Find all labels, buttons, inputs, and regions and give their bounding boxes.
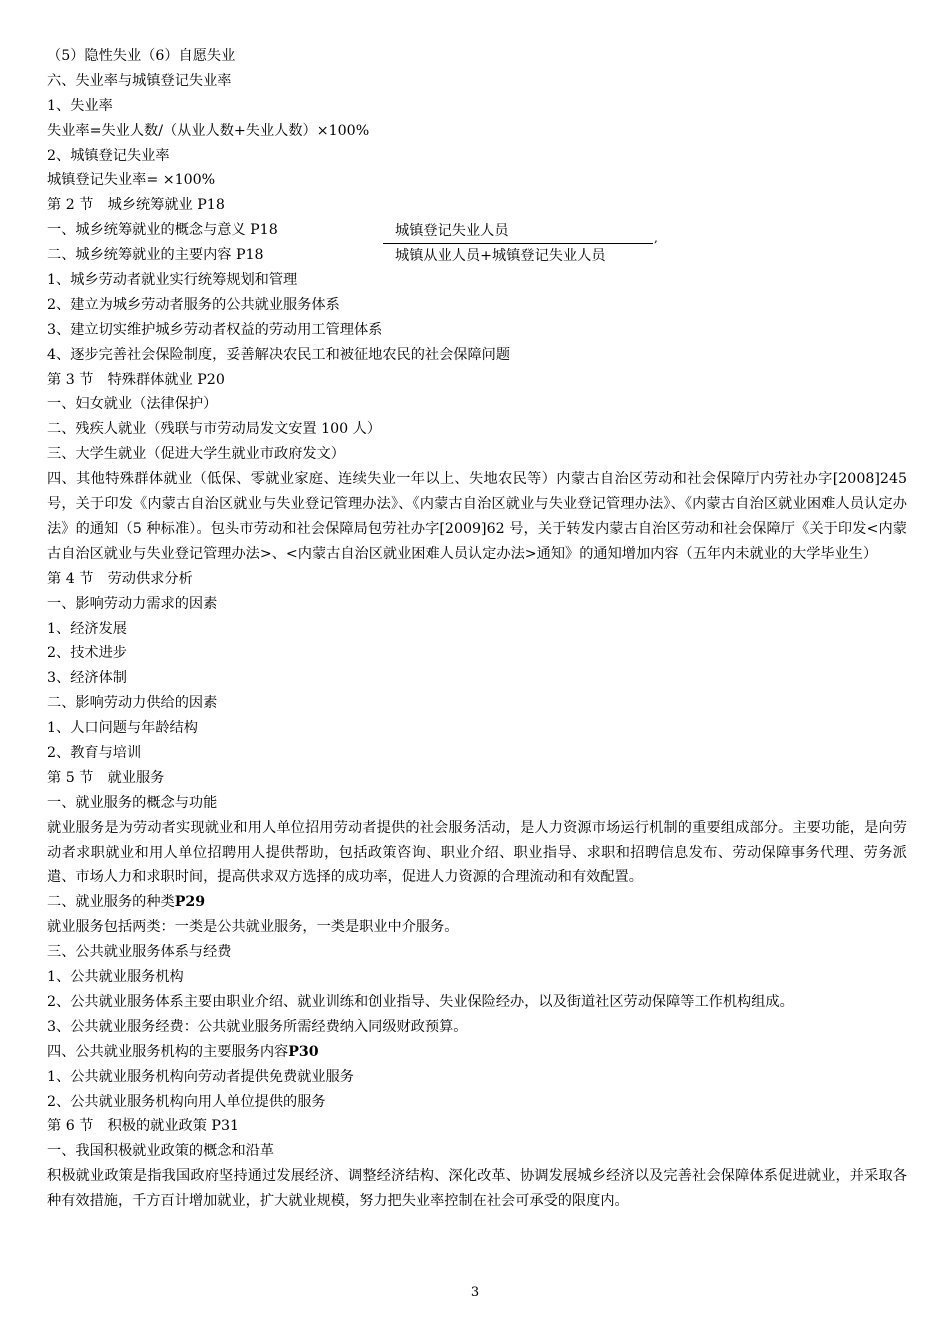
text-line: 3、公共就业服务经费：公共就业服务所需经费纳入同级财政预算。 [47,1018,468,1035]
text-line: 1、人口问题与年龄结构 [47,720,198,737]
heading-text: 四、公共就业服务机构的主要服务内容 [47,1043,289,1060]
section-heading: 一、影响劳动力需求的因素 [47,595,218,612]
section-heading: 一、我国积极就业政策的概念和沿革 [47,1143,275,1160]
section-heading: 三、公共就业服务体系与经费 [47,944,232,961]
text-line: （5）隐性失业（6）自愿失业 [47,48,236,64]
text-line: 2、建立为城乡劳动者服务的公共就业服务体系 [47,296,340,313]
text-line: 4、逐步完善社会保险制度，妥善解决农民工和被征地农民的社会保障问题 [47,346,511,363]
page-number: 3 [470,1285,480,1300]
page-ref: P30 [288,1043,319,1060]
text-line: 2、技术进步 [47,645,127,662]
section-heading: 一、妇女就业（法律保护） [47,396,218,413]
section-heading: 二、城乡统筹就业的主要内容 P18 [47,247,264,264]
text-line: 2、公共就业服务机构向用人单位提供的服务 [47,1093,326,1110]
paragraph-active-policy: 积极就业政策是指我国政府坚持通过发展经济、调整经济结构、深化改革、协调发展城乡经济以及完善社会保障体系促进就业，并采取各种有效措施，千方百计增加就业，扩大就业规模，努力把失业率控制在社会可承受的限度内。 [47,1168,907,1210]
heading-text: 二、就业服务的种类 [47,894,175,911]
page-ref: P29 [174,894,206,911]
section-heading: 二、残疾人就业（残联与市劳动局发文安置 100 人） [47,421,382,438]
unemployment-rate-fraction [383,219,658,269]
chapter-heading: 第 6 节 积极的就业政策 P31 [47,1118,240,1135]
text-line: 1、经济发展 [47,620,127,637]
section-heading: 六、失业率与城镇登记失业率 [47,72,232,89]
paragraph-employment-service: 就业服务是为劳动者实现就业和用人单位招用劳动者提供的社会服务活动，是人力资源市场运行机制的重要组成部分。主要功能，是向劳动者求职就业和用人单位招聘用人提供帮助，包括政策咨询、职业介绍、职业指导、求职和招聘信息发布、劳动保障事务代理、劳务派遣、市场人力和求职时间，提高供求双方选择的成功率，促进人力资源的合理流动和有效配置。 [47,819,907,886]
text-line: 1、公共就业服务机构 [47,969,184,986]
section-heading [47,890,907,915]
text-line: 3、经济体制 [47,670,127,687]
chapter-heading: 第 5 节 就业服务 [47,769,165,786]
fraction-numerator: 城镇登记失业人员 [383,219,653,244]
section-heading: 一、城乡统筹就业的概念与意义 P18 [47,222,278,239]
paragraph-special-groups: 四、其他特殊群体就业（低保、零就业家庭、连续失业一年以上、失地农民等）内蒙古自治区劳动和社会保障厅内劳社办字[2008]245 号，关于印发《内蒙古自治区就业与失业登记管理办法》、《内蒙古自治区就业与失业登记管理办法》、《内蒙古自治区就业困难人员认定办法》的通知（5 种标准）。包头市劳动和社会保障局包劳社办字[2009]62 号，关于转发内蒙古自治区劳动和社会保障厅《关于印发<内蒙古自治区就业与失业登记管理办法>、<内蒙古自治区就业困难人员认定办法>通知》的通知增加内容（五年内未就业的大学毕业生） [47,471,907,562]
formula-line: 城镇登记失业率= ×100% [47,172,216,189]
chapter-heading: 第 2 节 城乡统筹就业 P18 [47,197,225,214]
fraction-denominator: 城镇从业人员+城镇登记失业人员 [395,248,606,264]
section-heading: 二、影响劳动力供给的因素 [47,695,218,712]
text-line: 就业服务包括两类：一类是公共就业服务，一类是职业中介服务。 [47,919,459,936]
fraction-comma: , [654,231,658,245]
formula-line: 失业率=失业人数/（从业人数+失业人数）×100% [47,122,370,139]
text-line: 2、城镇登记失业率 [47,147,170,164]
text-line: 2、公共就业服务体系主要由职业介绍、就业训练和创业指导、失业保险经办，以及街道社区劳动保障等工作机构组成。 [47,993,794,1010]
text-line: 1、城乡劳动者就业实行统筹规划和管理 [47,272,298,289]
chapter-heading: 第 3 节 特殊群体就业 P20 [47,371,225,388]
chapter-heading: 第 4 节 劳动供求分析 [47,570,193,587]
section-heading: 三、大学生就业（促进大学生就业市政府发文） [47,446,345,463]
text-line: 1、失业率 [47,97,113,114]
text-line: 3、建立切实维护城乡劳动者权益的劳动用工管理体系 [47,321,383,338]
section-heading [47,1040,907,1065]
text-line: 1、公共就业服务机构向劳动者提供免费就业服务 [47,1068,354,1085]
section-heading: 一、就业服务的概念与功能 [47,794,218,811]
text-line: 2、教育与培训 [47,745,142,761]
